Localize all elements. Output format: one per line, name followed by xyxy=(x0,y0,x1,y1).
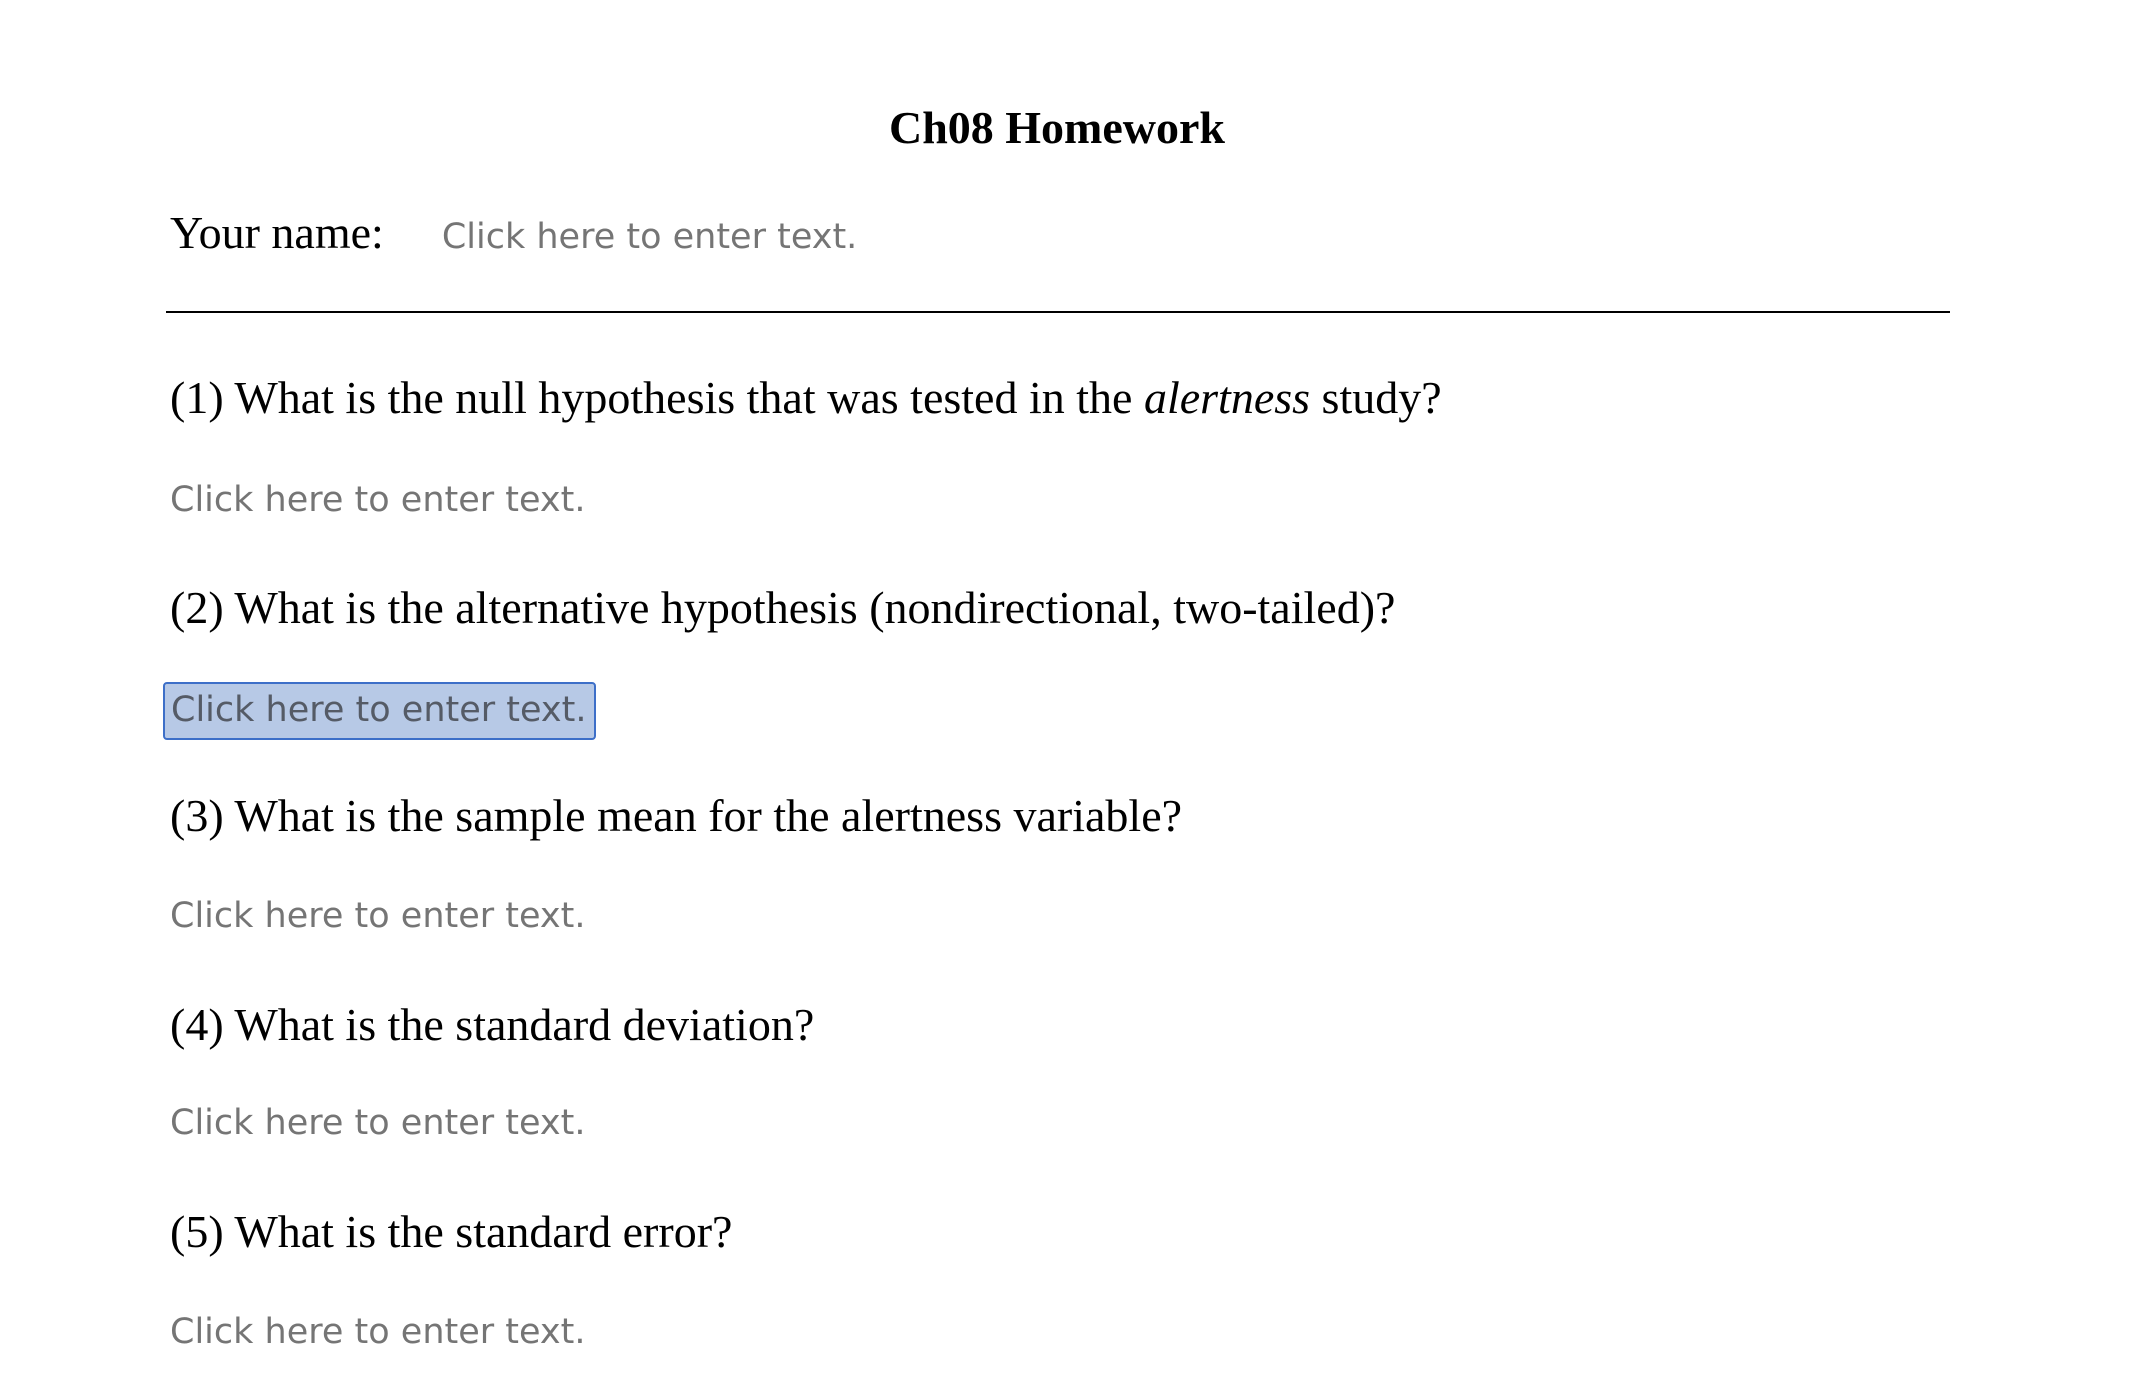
question-5-number: (5) xyxy=(170,1206,224,1257)
answer-field-3[interactable]: Click here to enter text. xyxy=(170,896,586,936)
question-2-number: (2) xyxy=(170,582,224,633)
answer-field-5[interactable]: Click here to enter text. xyxy=(170,1312,586,1352)
question-1-emphasis: alertness xyxy=(1143,372,1311,423)
question-3 xyxy=(170,786,1182,846)
name-label: Your name: xyxy=(170,207,384,258)
question-2-text: What is the alternative hypothesis (nondirectional, two-tailed)? xyxy=(234,582,1396,633)
question-1-text: What is the null hypothesis that was tested in the xyxy=(234,372,1133,423)
document-title: Ch08 Homework xyxy=(888,102,1226,153)
question-3-text: What is the sample mean for the alertness variable? xyxy=(234,790,1183,841)
name-field[interactable]: Click here to enter text. xyxy=(441,217,858,257)
horizontal-rule xyxy=(166,311,1950,313)
answer-field-2[interactable]: Click here to enter text. xyxy=(163,682,596,740)
question-1-number: (1) xyxy=(170,372,224,423)
answer-field-4[interactable]: Click here to enter text. xyxy=(170,1103,586,1143)
question-4-text: What is the standard deviation? xyxy=(234,999,815,1050)
question-2 xyxy=(170,578,1395,638)
question-4-number: (4) xyxy=(170,999,224,1050)
question-1 xyxy=(170,368,1442,428)
question-5 xyxy=(170,1202,732,1262)
question-5-text: What is the standard error? xyxy=(234,1206,733,1257)
question-1-text-end: study? xyxy=(1321,372,1442,423)
name-row xyxy=(170,202,857,264)
answer-field-1[interactable]: Click here to enter text. xyxy=(170,480,586,520)
question-4 xyxy=(170,995,814,1055)
question-3-number: (3) xyxy=(170,790,224,841)
